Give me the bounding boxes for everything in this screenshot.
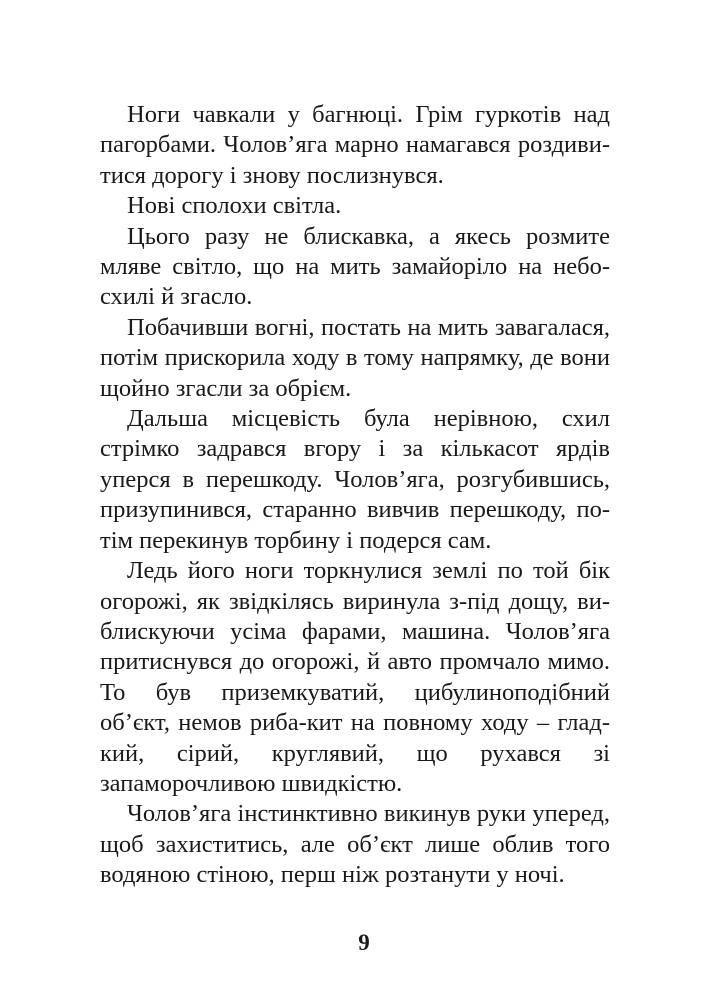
paragraph-7: Чолов’яга інстинктивно викинув руки уперед, щоб захиститись, але об’єкт лише облив того водяною стіною, перш ніж розтанути у ночі. bbox=[100, 800, 610, 889]
paragraph-5: Дальша місцевість була нерівною, схил стрімко задрався вгору і за кількасот ярдів уперся в перешкоду. Чолов’яга, розгубившись, призупинився, старанно вивчив перешкоду, потім перекинув торбину і подерся сам. bbox=[100, 405, 610, 554]
page-number: 9 bbox=[358, 930, 370, 955]
paragraph-2: Нові сполохи світла. bbox=[127, 192, 342, 220]
paragraph-4: Побачивши вогні, постать на мить завагалася, потім прискорила ходу в тому напрямку, де вони щойно згасли за обрієм. bbox=[100, 313, 610, 402]
paragraph-1: Ноги чавкали у багнюці. Грім гуркотів над пагорбами. Чолов’яга марно намагався роздивитися дорогу і знову послизнувся. bbox=[100, 101, 610, 189]
paragraph-6: Ледь його ноги торкнулися землі по той бік огорожі, як звідкілясь виринула з-під дощу, виблискуючи усіма фарами, машина. Чолов’яга притиснувся до огорожі, й авто промчало мимо. То був приземкуватий, цибулиноподібний об’єкт, немов риба-кит на повному ходу – гладкий, сірий, круглявий, що рухався зі запаморочливою швидкістю. bbox=[100, 557, 610, 797]
paragraph-3: Цього разу не блискавка, а якесь розмите мляве світло, що на мить замайоріло на небосхилі й згасло. bbox=[100, 222, 610, 311]
body-text bbox=[100, 100, 610, 891]
